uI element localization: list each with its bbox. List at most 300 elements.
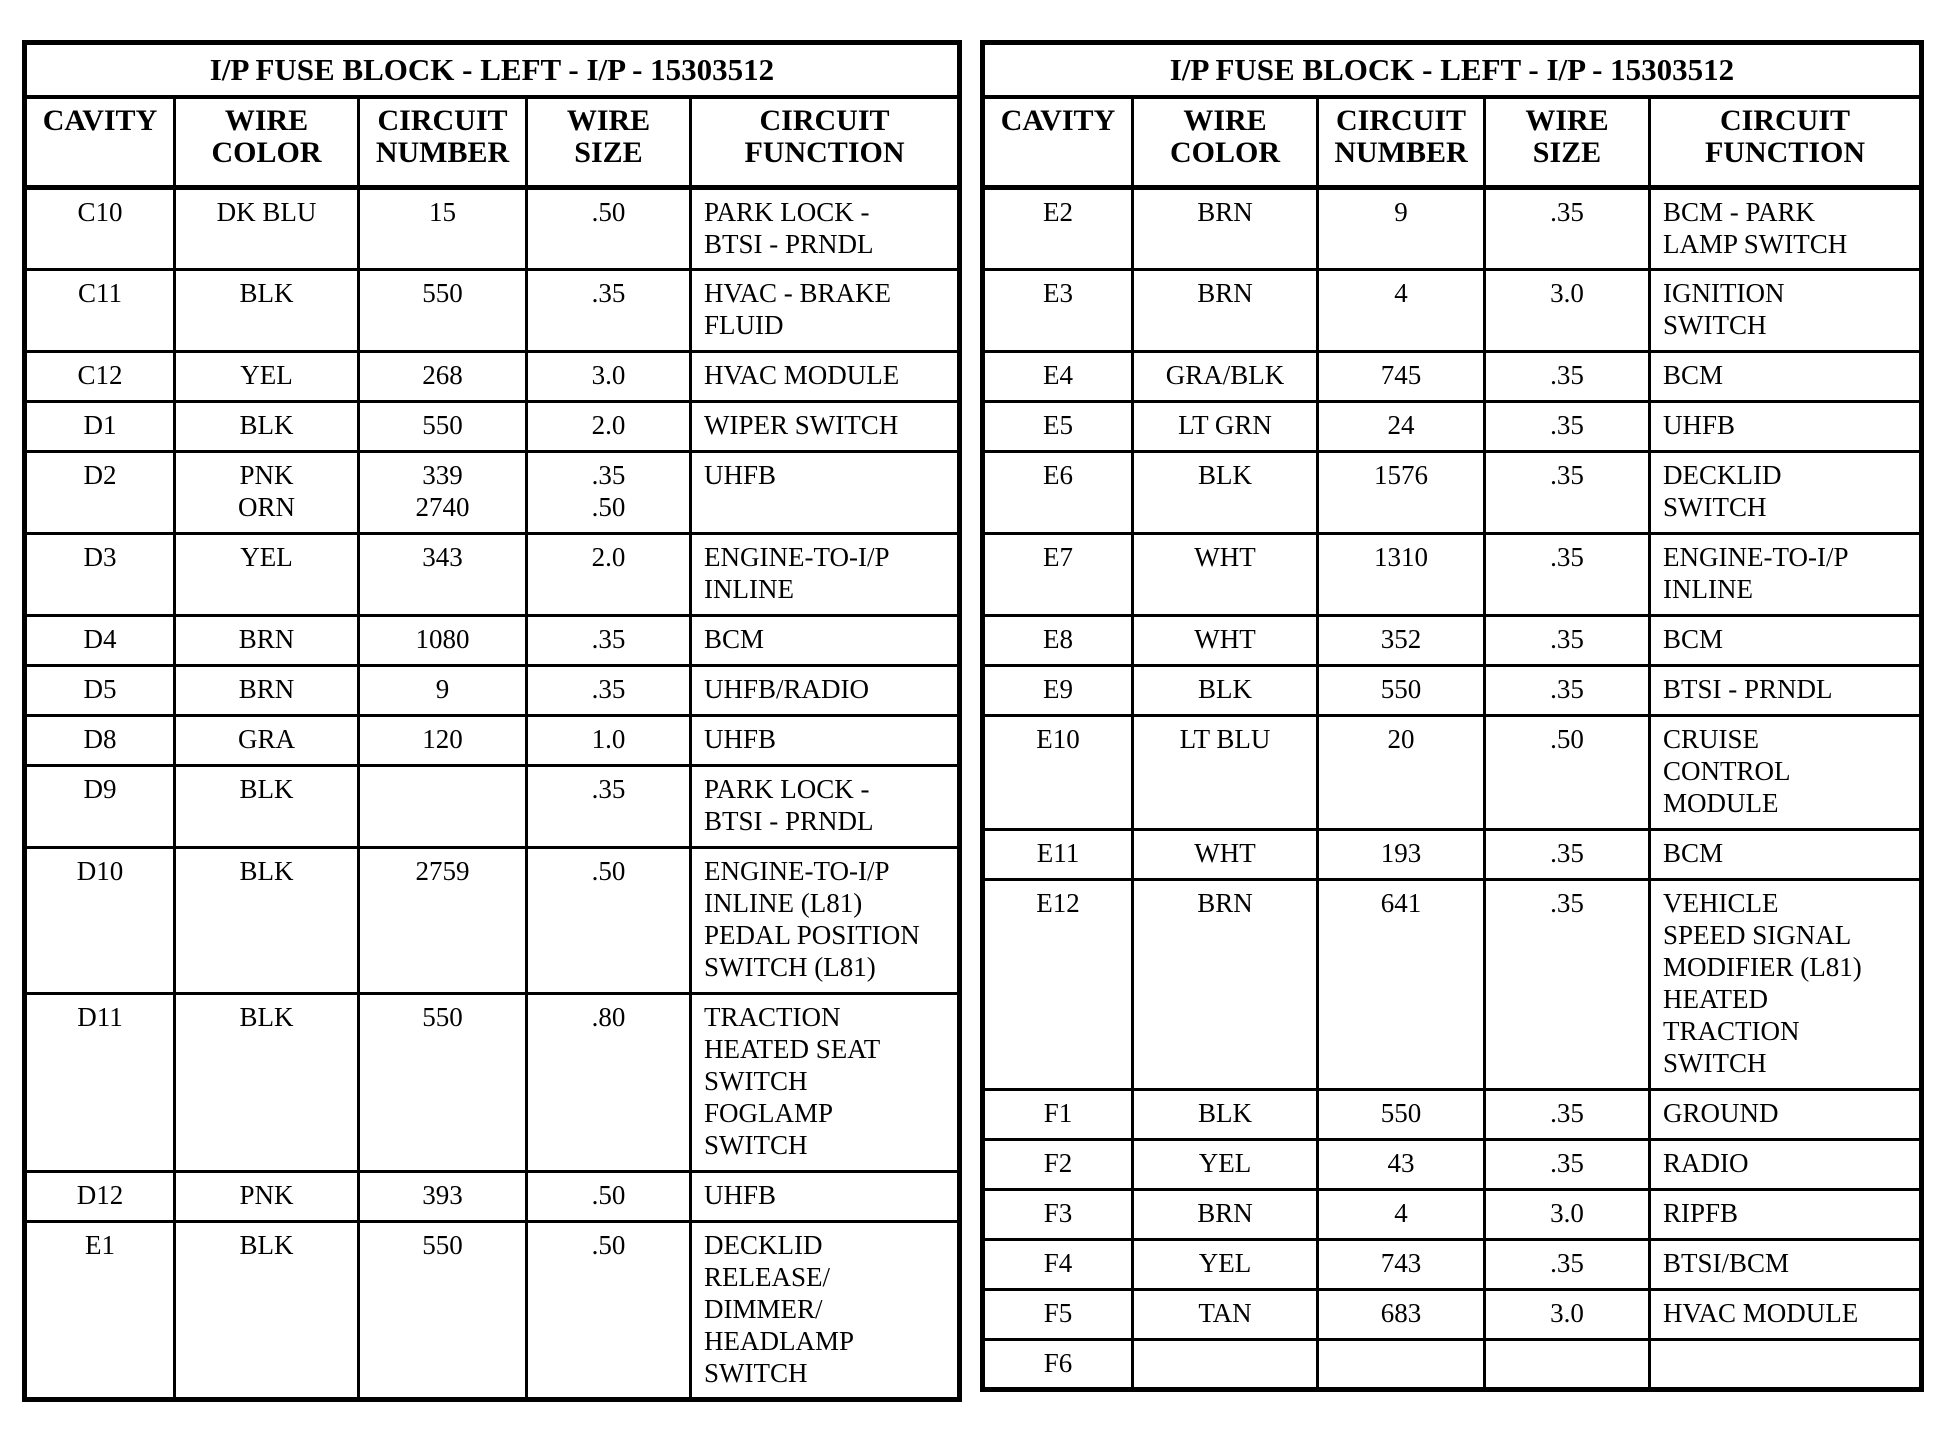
cell-cavity: E8	[983, 616, 1133, 666]
cell-text-line: MODIFIER (L81)	[1663, 952, 1862, 982]
cell-text-line: BTSI/BCM	[1663, 1248, 1790, 1278]
cell-text-line: BLK	[239, 278, 294, 308]
table-row	[25, 1172, 960, 1222]
cell-text-line: BTSI - PRNDL	[704, 229, 874, 259]
cell-text-line: .35	[1550, 460, 1584, 490]
cell-text-line: 343	[422, 542, 463, 572]
cell-circuit-number	[359, 1172, 527, 1222]
column-header-circuit-number	[1318, 97, 1485, 188]
cell-text-line: WHT	[1194, 542, 1256, 572]
column-header-wire-size	[1485, 97, 1650, 188]
cell-text-line: SPEED SIGNAL	[1663, 920, 1852, 950]
column-header-row	[25, 97, 960, 188]
cell-circuit-number	[1318, 716, 1485, 830]
cell-text-line: GRA	[237, 724, 295, 754]
cell-wire-color	[1133, 666, 1318, 716]
table-row	[983, 666, 1922, 716]
cell-text-line: .50	[591, 856, 626, 886]
cell-circuit-number	[359, 616, 527, 666]
cell-circuit-function	[691, 766, 960, 848]
cell-text-line: .80	[591, 1002, 626, 1032]
cell-text-line: TRACTION	[1663, 1016, 1800, 1046]
cell-text-line: .35	[1550, 410, 1584, 440]
cell-text-line: 745	[1380, 360, 1422, 390]
table-row	[983, 402, 1922, 452]
cell-cavity: D1	[25, 402, 175, 452]
cell-text-line: .50	[591, 1180, 626, 1210]
cell-text-line: TAN	[1198, 1298, 1252, 1328]
cell-circuit-number	[359, 352, 527, 402]
cell-circuit-function	[691, 402, 960, 452]
cell-text-line: HVAC - BRAKE	[704, 278, 892, 308]
table-row	[983, 616, 1922, 666]
cell-text-line: WHT	[1194, 624, 1256, 654]
cell-text-line: BCM - PARK	[1663, 197, 1816, 227]
cell-circuit-number	[359, 188, 527, 270]
cell-wire-size	[1485, 830, 1650, 880]
cell-cavity: E12	[983, 880, 1133, 1090]
fuse-table-right	[980, 40, 1924, 1392]
cell-wire-size	[527, 534, 691, 616]
cell-wire-size	[1485, 402, 1650, 452]
cell-text-line: HVAC MODULE	[1663, 1298, 1859, 1328]
cell-circuit-function	[691, 452, 960, 534]
table-row	[25, 452, 960, 534]
cell-circuit-number	[359, 534, 527, 616]
cell-wire-color	[1133, 270, 1318, 352]
cell-circuit-function	[1650, 402, 1922, 452]
cell-cavity: D12	[25, 1172, 175, 1222]
cell-circuit-number	[359, 270, 527, 352]
cell-text-line: .35	[591, 674, 626, 704]
cell-text-line: 550	[1380, 1098, 1422, 1128]
cell-text-line: .35	[1550, 888, 1584, 918]
cell-text-line: .50	[591, 492, 626, 522]
table-body	[983, 188, 1922, 1390]
cell-text-line: .35	[1550, 624, 1584, 654]
cell-circuit-number	[359, 766, 527, 848]
cell-text-line: 393	[422, 1180, 463, 1210]
cell-wire-size	[527, 766, 691, 848]
cell-text-line: 339	[422, 460, 463, 490]
cell-text-line: .50	[1550, 724, 1584, 754]
header-text-line: WIRE	[224, 104, 309, 137]
cell-text-line: FLUID	[704, 310, 784, 340]
cell-text-line: .50	[591, 197, 626, 227]
table-row	[25, 270, 960, 352]
cell-wire-size	[1485, 880, 1650, 1090]
cell-cavity: E6	[983, 452, 1133, 534]
cell-wire-color	[175, 352, 359, 402]
cell-wire-color	[175, 666, 359, 716]
cell-text-line: BTSI - PRNDL	[1663, 674, 1833, 704]
cell-circuit-number	[359, 716, 527, 766]
cell-text-line: BTSI - PRNDL	[704, 806, 874, 836]
cell-circuit-function	[1650, 270, 1922, 352]
cell-wire-color	[175, 994, 359, 1172]
header-text-line: NUMBER	[375, 136, 510, 169]
cell-wire-size	[1485, 666, 1650, 716]
cell-cavity: D8	[25, 716, 175, 766]
cell-text-line: 1.0	[591, 724, 626, 754]
table-row	[983, 1140, 1922, 1190]
cell-wire-size	[1485, 716, 1650, 830]
table-row	[983, 1340, 1922, 1390]
cell-text-line: 193	[1380, 838, 1422, 868]
cell-text-line: BLK	[239, 774, 294, 804]
header-text-line: CAVITY	[42, 104, 158, 137]
cell-wire-size	[527, 352, 691, 402]
cell-text-line: GROUND	[1663, 1098, 1779, 1128]
cell-wire-color	[175, 848, 359, 994]
cell-cavity: E10	[983, 716, 1133, 830]
cell-wire-size	[527, 616, 691, 666]
cell-wire-color	[1133, 1240, 1318, 1290]
cell-cavity: D5	[25, 666, 175, 716]
cell-text-line: UHFB	[1663, 410, 1736, 440]
cell-text-line: SWITCH	[704, 1066, 808, 1096]
cell-text-line: SWITCH	[704, 1130, 808, 1160]
cell-circuit-function	[1650, 1340, 1922, 1390]
table-row	[25, 666, 960, 716]
cell-text-line: DECKLID	[1663, 460, 1782, 490]
header-text-line: CIRCUIT	[1719, 104, 1851, 137]
cell-text-line: BLK	[1198, 460, 1252, 490]
cell-wire-color	[1133, 402, 1318, 452]
header-text-line: FUNCTION	[1704, 136, 1865, 169]
cell-circuit-function	[1650, 1140, 1922, 1190]
header-text-line: COLOR	[1169, 136, 1280, 169]
cell-text-line: CRUISE	[1663, 724, 1760, 754]
table-row	[25, 402, 960, 452]
cell-text-line: HEADLAMP	[704, 1326, 855, 1356]
cell-wire-size	[1485, 1340, 1650, 1390]
cell-cavity: D11	[25, 994, 175, 1172]
cell-text-line: 9	[435, 674, 450, 704]
cell-circuit-number	[1318, 880, 1485, 1090]
cell-text-line: 641	[1380, 888, 1422, 918]
cell-circuit-function	[1650, 666, 1922, 716]
cell-text-line: YEL	[240, 360, 293, 390]
cell-text-line: YEL	[240, 542, 293, 572]
cell-wire-color	[1133, 452, 1318, 534]
column-header-wire-size	[527, 97, 691, 188]
cell-wire-color	[1133, 352, 1318, 402]
cell-circuit-function	[691, 716, 960, 766]
cell-text-line: 550	[422, 1002, 463, 1032]
table-row	[25, 352, 960, 402]
cell-circuit-function	[1650, 880, 1922, 1090]
cell-wire-color	[175, 188, 359, 270]
cell-text-line: 3.0	[1550, 278, 1584, 308]
cell-circuit-function	[691, 1222, 960, 1400]
cell-wire-size	[1485, 270, 1650, 352]
cell-text-line: .35	[591, 624, 626, 654]
cell-circuit-function	[691, 352, 960, 402]
cell-text-line: MODULE	[1663, 788, 1779, 818]
cell-circuit-function	[691, 1172, 960, 1222]
cell-wire-color	[175, 616, 359, 666]
cell-wire-color	[1133, 188, 1318, 270]
cell-circuit-function	[1650, 352, 1922, 402]
cell-wire-color	[175, 402, 359, 452]
cell-wire-size	[1485, 1290, 1650, 1340]
table-row	[983, 1190, 1922, 1240]
cell-text-line: BCM	[1663, 838, 1724, 868]
cell-circuit-function	[1650, 716, 1922, 830]
cell-circuit-function	[691, 994, 960, 1172]
cell-circuit-number	[1318, 1190, 1485, 1240]
cell-text-line: 15	[429, 197, 456, 227]
cell-cavity: E3	[983, 270, 1133, 352]
cell-circuit-function	[1650, 452, 1922, 534]
cell-text-line: BLK	[239, 1002, 294, 1032]
cell-text-line: SWITCH (L81)	[704, 952, 876, 982]
cell-text-line: SWITCH	[1663, 1048, 1767, 1078]
cell-circuit-number	[1318, 452, 1485, 534]
header-text-line: WIRE	[566, 104, 651, 137]
cell-text-line: 2.0	[591, 410, 626, 440]
header-text-line: CIRCUIT	[759, 104, 890, 137]
cell-wire-color	[175, 1172, 359, 1222]
cell-cavity: D4	[25, 616, 175, 666]
cell-circuit-number	[359, 666, 527, 716]
cell-text-line: INLINE	[704, 574, 794, 604]
cell-text-line: 3.0	[1550, 1298, 1584, 1328]
cell-wire-size	[527, 716, 691, 766]
cell-text-line: .35	[1550, 1098, 1584, 1128]
cell-text-line: .50	[591, 1230, 626, 1260]
cell-wire-size	[1485, 1240, 1650, 1290]
cell-text-line: RELEASE/	[704, 1262, 830, 1292]
cell-circuit-number	[1318, 666, 1485, 716]
cell-text-line: 550	[422, 410, 463, 440]
cell-text-line: 4	[1394, 1198, 1408, 1228]
cell-text-line: 24	[1387, 410, 1415, 440]
column-header-cavity	[25, 97, 175, 188]
cell-text-line: INLINE	[1663, 574, 1753, 604]
cell-circuit-function	[1650, 1240, 1922, 1290]
cell-circuit-function	[1650, 1190, 1922, 1240]
cell-text-line: PEDAL POSITION	[704, 920, 920, 950]
cell-text-line: .35	[1550, 1148, 1584, 1178]
cell-text-line: PARK LOCK -	[704, 774, 870, 804]
cell-wire-color	[1133, 830, 1318, 880]
cell-circuit-function	[1650, 1090, 1922, 1140]
cell-circuit-function	[691, 848, 960, 994]
cell-text-line: UHFB	[704, 1180, 777, 1210]
cell-text-line: 43	[1387, 1148, 1415, 1178]
table-title: I/P FUSE BLOCK - LEFT - I/P - 15303512	[983, 43, 1922, 98]
cell-wire-color	[175, 270, 359, 352]
cell-text-line: BRN	[1197, 1198, 1253, 1228]
cell-text-line: YEL	[1198, 1248, 1252, 1278]
cell-wire-size	[1485, 352, 1650, 402]
cell-wire-size	[1485, 188, 1650, 270]
table-row	[25, 534, 960, 616]
table-row	[983, 352, 1922, 402]
cell-wire-size	[527, 666, 691, 716]
cell-wire-color	[175, 716, 359, 766]
table-row	[983, 1290, 1922, 1340]
cell-cavity: E9	[983, 666, 1133, 716]
cell-circuit-function	[691, 666, 960, 716]
column-header-cavity	[983, 97, 1133, 188]
cell-text-line: IGNITION	[1663, 278, 1785, 308]
cell-text-line: BRN	[1197, 278, 1253, 308]
cell-text-line: 2759	[415, 856, 470, 886]
cell-wire-size	[1485, 1140, 1650, 1190]
table-row	[983, 188, 1922, 270]
cell-text-line: UHFB/RADIO	[704, 674, 870, 704]
cell-wire-size	[1485, 1190, 1650, 1240]
cell-text-line: BRN	[1197, 197, 1253, 227]
cell-wire-color	[175, 534, 359, 616]
cell-wire-size	[527, 1172, 691, 1222]
cell-text-line: HVAC MODULE	[704, 360, 900, 390]
cell-text-line: 3.0	[591, 360, 626, 390]
column-header-row	[983, 97, 1922, 188]
cell-circuit-number	[1318, 534, 1485, 616]
cell-text-line: BRN	[238, 674, 295, 704]
cell-wire-size	[1485, 452, 1650, 534]
cell-text-line: GRA/BLK	[1165, 360, 1285, 390]
header-text-line: SIZE	[574, 136, 643, 169]
cell-text-line: UHFB	[704, 460, 777, 490]
cell-wire-color	[1133, 716, 1318, 830]
cell-text-line: HEATED	[1663, 984, 1768, 1014]
cell-wire-color	[1133, 534, 1318, 616]
header-text-line: SIZE	[1532, 136, 1602, 169]
cell-text-line: .35	[1550, 674, 1584, 704]
cell-circuit-function	[1650, 616, 1922, 666]
cell-wire-size	[1485, 1090, 1650, 1140]
column-header-circuit-function	[1650, 97, 1922, 188]
cell-cavity: D9	[25, 766, 175, 848]
header-text-line: COLOR	[211, 136, 322, 169]
cell-text-line: .35	[591, 278, 626, 308]
cell-wire-color	[1133, 1190, 1318, 1240]
table-row	[25, 766, 960, 848]
cell-text-line: BRN	[238, 624, 295, 654]
cell-text-line: DK BLU	[216, 197, 317, 227]
cell-text-line: 1080	[415, 624, 470, 654]
cell-text-line: FOGLAMP	[704, 1098, 834, 1128]
cell-circuit-function	[691, 534, 960, 616]
cell-cavity: E2	[983, 188, 1133, 270]
cell-text-line: WHT	[1194, 838, 1256, 868]
cell-cavity: F1	[983, 1090, 1133, 1140]
cell-text-line: 3.0	[1550, 1198, 1584, 1228]
cell-text-line: UHFB	[704, 724, 777, 754]
cell-text-line: .35	[1550, 197, 1584, 227]
cell-text-line: ENGINE-TO-I/P	[704, 856, 890, 886]
cell-wire-color	[1133, 1290, 1318, 1340]
table-row	[983, 1090, 1922, 1140]
table-row	[25, 616, 960, 666]
cell-text-line: 268	[422, 360, 463, 390]
header-text-line: CIRCUIT	[377, 104, 508, 137]
cell-text-line: 1310	[1374, 542, 1428, 572]
header-text-line: FUNCTION	[744, 136, 905, 169]
cell-circuit-number	[1318, 270, 1485, 352]
cell-text-line: 550	[422, 1230, 463, 1260]
cell-wire-size	[527, 994, 691, 1172]
cell-circuit-function	[1650, 534, 1922, 616]
cell-circuit-number	[359, 402, 527, 452]
fuse-table-left	[22, 40, 962, 1402]
cell-text-line: BLK	[1198, 674, 1252, 704]
cell-cavity: F2	[983, 1140, 1133, 1190]
cell-wire-size	[527, 452, 691, 534]
cell-wire-color	[175, 766, 359, 848]
cell-wire-size	[1485, 534, 1650, 616]
cell-cavity: F5	[983, 1290, 1133, 1340]
table-row	[25, 1222, 960, 1400]
column-header-circuit-function	[691, 97, 960, 188]
cell-text-line: RADIO	[1663, 1148, 1749, 1178]
cell-circuit-function	[691, 188, 960, 270]
cell-circuit-number	[1318, 616, 1485, 666]
cell-circuit-number	[1318, 830, 1485, 880]
cell-text-line: DECKLID	[704, 1230, 823, 1260]
cell-text-line: YEL	[1198, 1148, 1252, 1178]
cell-circuit-number	[359, 848, 527, 994]
cell-wire-size	[527, 848, 691, 994]
cell-cavity: D10	[25, 848, 175, 994]
header-text-line: WIRE	[1525, 104, 1609, 137]
cell-text-line: .35	[1550, 360, 1584, 390]
cell-text-line: ENGINE-TO-I/P	[704, 542, 890, 572]
header-text-line: WIRE	[1183, 104, 1267, 137]
cell-text-line: 120	[422, 724, 463, 754]
column-header-wire-color	[175, 97, 359, 188]
cell-cavity: D3	[25, 534, 175, 616]
cell-cavity: F4	[983, 1240, 1133, 1290]
cell-circuit-number	[359, 1222, 527, 1400]
cell-text-line: .35	[591, 460, 626, 490]
cell-text-line: CONTROL	[1663, 756, 1791, 786]
cell-wire-color	[1133, 1340, 1318, 1390]
cell-circuit-number	[1318, 1290, 1485, 1340]
cell-text-line: INLINE (L81)	[704, 888, 863, 918]
cell-circuit-function	[691, 270, 960, 352]
cell-text-line: PNK	[239, 1180, 294, 1210]
cell-circuit-number	[1318, 402, 1485, 452]
cell-wire-color	[1133, 1140, 1318, 1190]
cell-cavity: E11	[983, 830, 1133, 880]
cell-text-line: BLK	[239, 856, 294, 886]
cell-text-line: 352	[1380, 624, 1422, 654]
cell-wire-color	[1133, 880, 1318, 1090]
table-row	[983, 452, 1922, 534]
table-row	[25, 848, 960, 994]
cell-text-line: LT BLU	[1179, 724, 1271, 754]
table-row	[983, 1240, 1922, 1290]
cell-text-line: .35	[1550, 542, 1584, 572]
cell-wire-size	[527, 1222, 691, 1400]
cell-circuit-number	[1318, 188, 1485, 270]
cell-text-line: 20	[1387, 724, 1415, 754]
cell-text-line: HEATED SEAT	[704, 1034, 881, 1064]
cell-cavity: C12	[25, 352, 175, 402]
cell-cavity: E7	[983, 534, 1133, 616]
cell-text-line: 2.0	[591, 542, 626, 572]
cell-text-line: WIPER SWITCH	[704, 410, 899, 440]
cell-text-line: ORN	[237, 492, 295, 522]
header-text-line: CAVITY	[1000, 104, 1116, 137]
cell-text-line: 4	[1394, 278, 1408, 308]
